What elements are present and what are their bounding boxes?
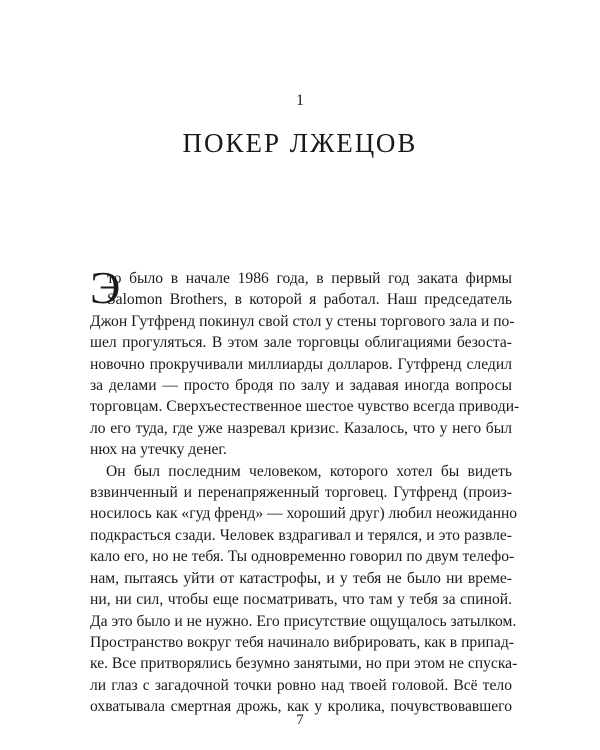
text-line: ни, ни сил, чтобы еще посматривать, что там у тебя за спиной. — [90, 591, 512, 609]
text-line: шел прогуляться. В этом зале торговцы облигациями безоста- — [90, 334, 512, 352]
text-line: носилось как «гуд френд» — хороший друг) любил неожиданно — [90, 505, 518, 523]
body-text — [90, 262, 520, 718]
chapter-title: ПОКЕР ЛЖЕЦОВ — [182, 128, 418, 158]
text-line: за делами — просто бродя по залу и задавая иногда вопросы — [90, 377, 512, 395]
text-line: Да это было и не нужно. Его присутствие ощущалось затылком. — [90, 612, 517, 630]
text-line: нам, пытаясь уйти от катастрофы, и у тебя не было ни време- — [90, 569, 512, 587]
text-line: взвинченный и перенапряженный торговец. Гутфренд (произ- — [90, 484, 512, 502]
paragraph-1 — [90, 262, 520, 461]
text-line: торговцам. Сверхъестественное шестое чувство всегда приводи- — [90, 398, 520, 416]
text-line: Salomon Brothers, в которой я работал. Наш председатель — [107, 291, 512, 309]
text-line: нюх на утечку денег. — [90, 441, 227, 459]
text-line: охватывала смертная дрожь, как у кролика, почувствовавшего — [90, 698, 512, 716]
text-line: Джон Гутфренд покинул свой стол у стены торгового зала и по- — [90, 312, 515, 330]
text-line: кало его, но не тебя. Ты одновременно говорил по двум телефо- — [90, 548, 515, 566]
chapter-number: 1 — [296, 92, 304, 109]
text-line: ли глаз с загадочной точки ровно над твоей головой. Всё тело — [90, 676, 512, 694]
paragraph-2 — [90, 461, 518, 718]
drop-cap: Э — [90, 262, 121, 313]
text-line: новочно прокручивали миллиарды долларов. Гутфренд следил — [90, 355, 512, 373]
text-line: ло его туда, где уже назревал кризис. Казалось, что у него был — [90, 419, 512, 437]
text-line: ке. Все притворялись безумно занятыми, но при этом не спуска- — [90, 655, 518, 673]
text-line: Пространство вокруг тебя начинало вибрировать, как в припад- — [90, 633, 514, 651]
page-number: 7 — [296, 712, 304, 728]
text-line: то было в начале 1986 года, в первый год заката фирмы — [107, 270, 512, 287]
text-line: подкрасться сзади. Человек вздрагивал и терялся, и это развле- — [90, 526, 512, 544]
text-line: Он был последним человеком, которого хотел бы видеть — [106, 462, 512, 480]
